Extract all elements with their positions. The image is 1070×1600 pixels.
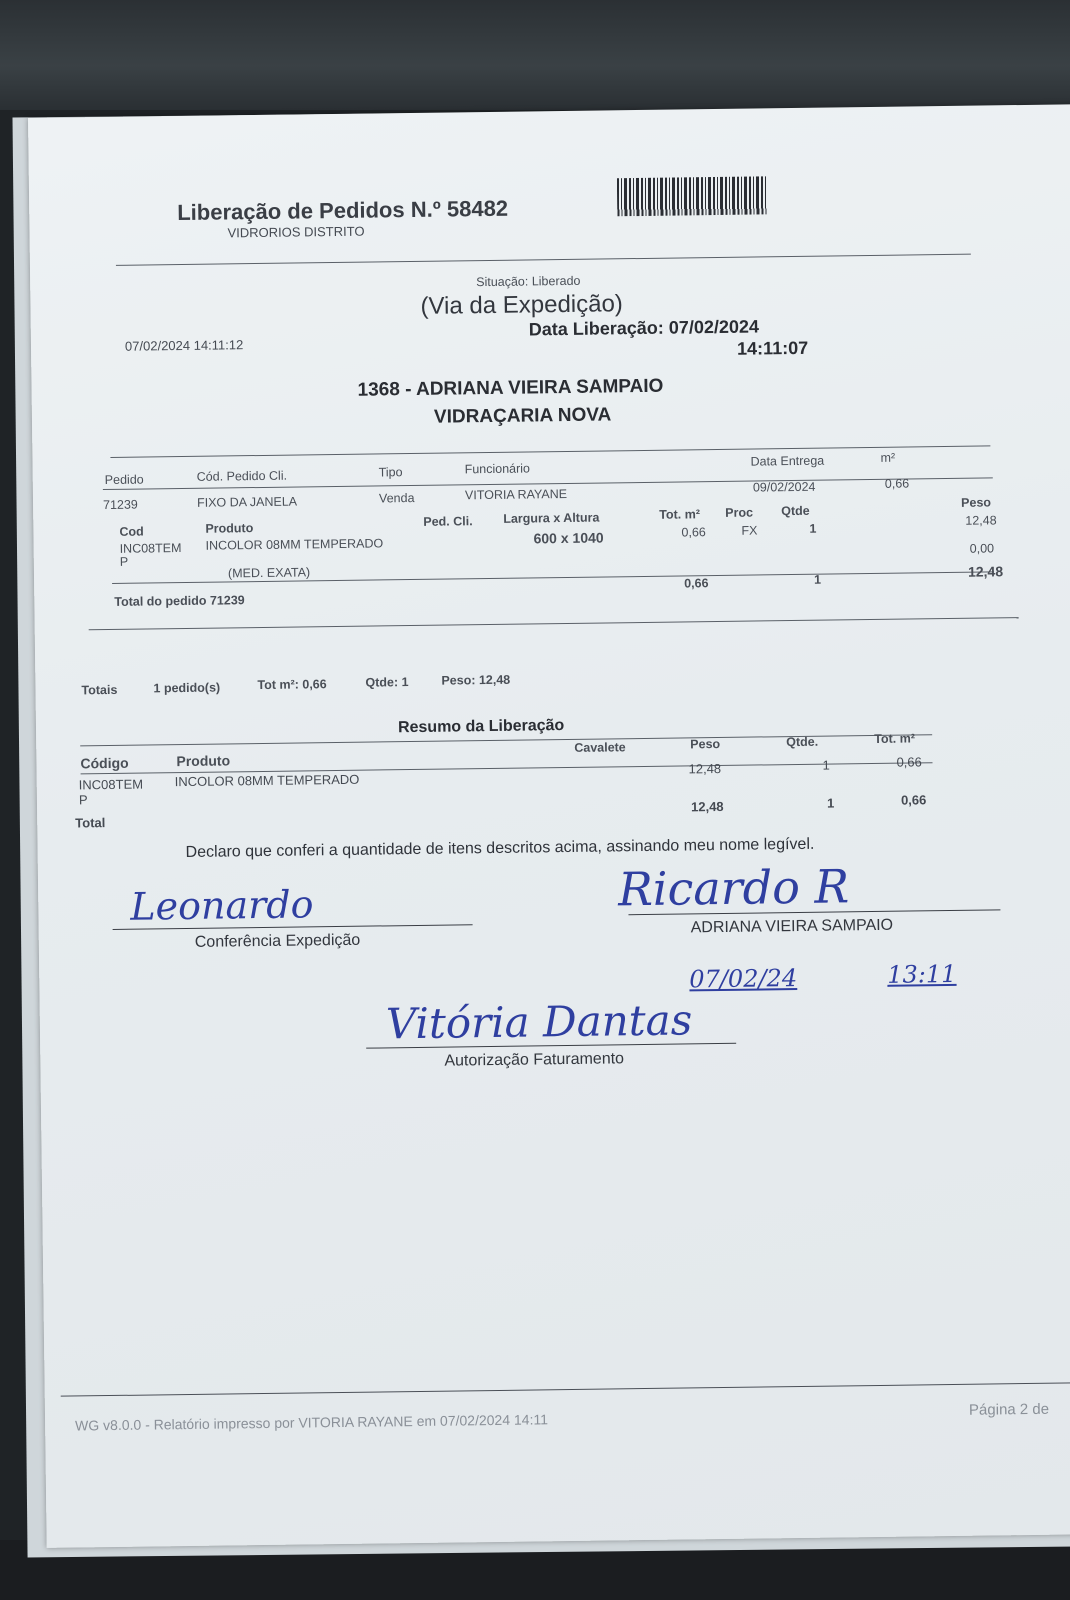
summary-col-peso: Peso — [690, 736, 721, 752]
item-col-ped-cli: Ped. Cli. — [423, 514, 473, 529]
divider — [110, 445, 990, 458]
summary-col-qtde: Qtde. — [786, 734, 819, 750]
client-signature: Ricardo R — [617, 859, 850, 917]
order-total-peso: 12,48 — [967, 563, 1004, 580]
item-proc: FX — [741, 523, 758, 538]
summary-col-tot-m2: Tot. m² — [874, 731, 916, 746]
summary-qtde: 1 — [822, 757, 830, 773]
item-note: (MED. EXATA) — [227, 565, 311, 581]
col-m2: m² — [880, 450, 896, 465]
client-signature-label: ADRIANA VIEIRA SAMPAIO — [690, 916, 894, 937]
footer-text: WG v8.0.0 - Relatório impresso por VITORIA RAYANE em 07/02/2024 14:11 — [75, 1411, 549, 1434]
summary-col-cavalete: Cavalete — [574, 740, 626, 755]
row-data-entrega: 09/02/2024 — [752, 479, 816, 495]
col-funcionario: Funcionário — [464, 461, 531, 477]
item-col-qtde: Qtde — [781, 503, 810, 519]
order-total-label: Total do pedido 71239 — [114, 593, 245, 609]
summary-codigo: INC08TEM — [78, 776, 144, 793]
summary-peso: 12,48 — [688, 760, 722, 777]
summary-col-produto: Produto — [176, 752, 231, 770]
totals-pedidos: 1 pedido(s) — [153, 680, 221, 696]
summary-total-label: Total — [75, 815, 106, 831]
document-page — [28, 104, 1070, 1548]
summary-total-peso: 12,48 — [690, 798, 724, 815]
release-time: 14:11:07 — [736, 337, 809, 359]
item-tot-m2: 0,66 — [681, 525, 706, 540]
client-company: VIDRAÇARIA NOVA — [433, 404, 612, 428]
row-funcionario: VITORIA RAYANE — [464, 486, 568, 503]
item-cod-cont: P — [119, 554, 129, 569]
divider — [89, 617, 1019, 630]
handwritten-time: 13:11 — [887, 959, 957, 989]
item-peso: 12,48 — [965, 513, 997, 528]
totals-label: Totais — [81, 682, 118, 698]
item-produto: INCOLOR 08MM TEMPERADO — [205, 536, 384, 553]
item-extra-value: 0,00 — [969, 541, 995, 556]
item-col-proc: Proc — [725, 505, 754, 520]
totals-m2: Tot m²: 0,66 — [257, 677, 327, 693]
summary-produto: INCOLOR 08MM TEMPERADO — [174, 771, 360, 790]
item-qtde: 1 — [809, 521, 817, 536]
row-pedido: 71239 — [102, 497, 138, 513]
company-name: VIDRORIOS DISTRITO — [227, 223, 365, 241]
page-number: Página 2 de — [968, 1400, 1050, 1419]
summary-title: Resumo da Liberação — [397, 717, 565, 737]
item-col-tot-m2: Tot. m² — [659, 507, 701, 522]
totals-peso: Peso: 12,48 — [441, 672, 511, 688]
summary-col-codigo: Código — [80, 754, 129, 772]
conferencia-signature: Leonardo — [130, 882, 314, 929]
handwritten-date: 07/02/24 — [689, 964, 798, 994]
totals-qtde: Qtde: 1 — [365, 675, 409, 690]
summary-total-qtde: 1 — [826, 795, 835, 811]
order-total-m2: 0,66 — [684, 576, 709, 591]
col-tipo: Tipo — [378, 465, 403, 480]
summary-total-tot-m2: 0,66 — [900, 792, 927, 808]
client-name: 1368 - ADRIANA VIEIRA SAMPAIO — [357, 375, 664, 401]
col-pedido: Pedido — [104, 472, 144, 488]
order-total-qtde: 1 — [814, 572, 822, 587]
print-datetime: 07/02/2024 14:11:12 — [124, 337, 244, 354]
row-tipo: Venda — [378, 490, 415, 506]
autorizacao-label: Autorização Faturamento — [444, 1050, 625, 1070]
background-top — [0, 0, 1070, 110]
summary-tot-m2: 0,66 — [896, 754, 922, 770]
item-cod: INC08TEM — [119, 541, 182, 556]
col-cod-pedido-cli: Cód. Pedido Cli. — [196, 468, 288, 484]
status-text: Situação: Liberado — [476, 273, 581, 290]
autorizacao-signature: Vitória Dantas — [385, 995, 693, 1049]
item-col-largura-altura: Largura x Altura — [503, 510, 600, 526]
col-data-entrega: Data Entrega — [750, 453, 825, 469]
footer-line — [61, 1382, 1070, 1397]
declaration-text: Declaro que conferi a quantidade de itens descritos acima, assinando meu nome legível. — [185, 835, 815, 861]
barcode — [617, 176, 767, 216]
row-m2: 0,66 — [884, 476, 910, 491]
item-dims: 600 x 1040 — [533, 529, 604, 547]
row-cod-pedido-cli: FIXO DA JANELA — [196, 494, 298, 510]
item-col-produto: Produto — [205, 521, 254, 536]
divider — [116, 254, 971, 266]
document-title: Liberação de Pedidos N.º 58482 — [177, 195, 509, 226]
summary-codigo-cont: P — [78, 792, 88, 808]
via-label: (Via da Expedição) — [420, 290, 624, 320]
release-date: Data Liberação: 07/02/2024 — [528, 316, 760, 340]
conferencia-label: Conferência Expedição — [194, 931, 361, 951]
item-col-cod: Cod — [119, 524, 144, 539]
item-col-peso: Peso — [961, 495, 992, 510]
